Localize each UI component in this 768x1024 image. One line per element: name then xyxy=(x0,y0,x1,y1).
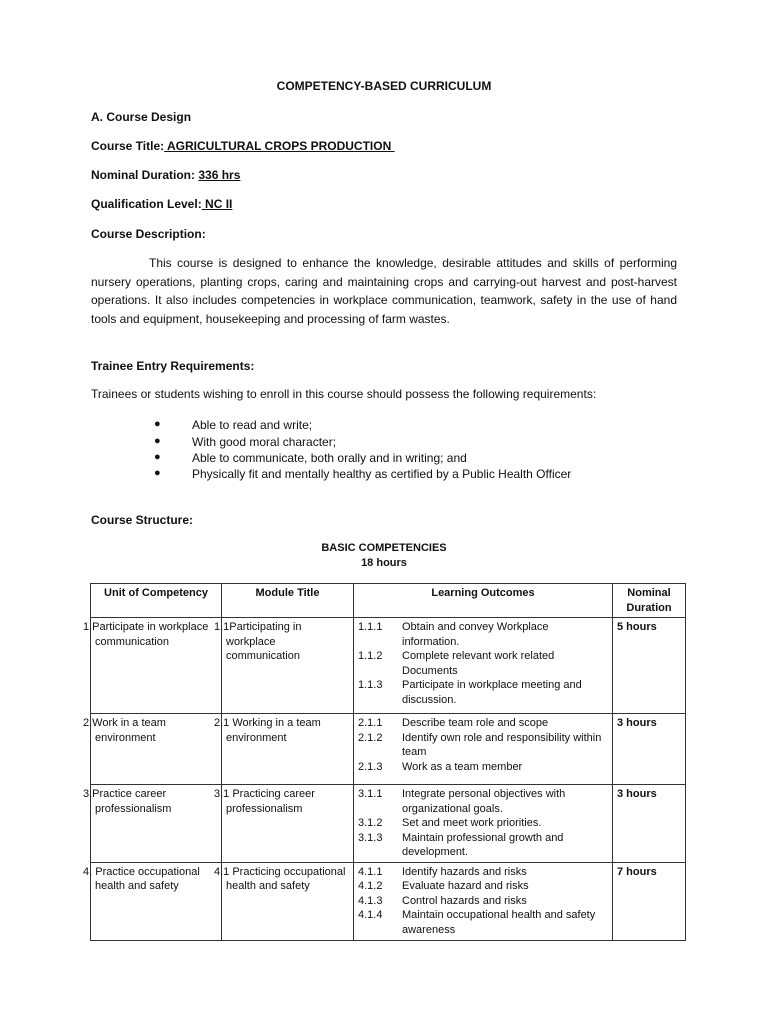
qualification-line xyxy=(91,197,232,211)
duration-cell: 7 hours xyxy=(613,862,686,940)
bullet-icon: ● xyxy=(154,467,161,479)
qualification-value: NC II xyxy=(201,197,233,211)
entry-requirements-label: Trainee Entry Requirements: xyxy=(91,359,255,373)
course-title-label: Course Title: xyxy=(91,139,165,153)
unit-cell: 4. Practice occupational health and safety xyxy=(91,862,222,940)
module-cell: 1.1Participating in workplace communication xyxy=(222,618,354,714)
outcome-item: 4.1.1 Identify hazards and risks xyxy=(358,865,527,878)
bullet-icon: ● xyxy=(154,418,161,430)
document-title: COMPETENCY-BASED CURRICULUM xyxy=(276,79,492,93)
course-structure-label: Course Structure: xyxy=(91,513,194,527)
unit-cell: 3.Practice career professionalism xyxy=(91,785,222,863)
module-cell: 3.1 Practicing career professionalism xyxy=(222,785,354,863)
duration-cell: 5 hours xyxy=(613,618,686,714)
outcome-item: 3.1.1 Integrate personal objectives with organizational goals. xyxy=(358,788,566,815)
nominal-duration-value: 336 hrs xyxy=(198,168,241,182)
basic-competencies-title: BASIC COMPETENCIES xyxy=(321,542,447,554)
list-item: ● Able to communicate, both orally and in writing; and xyxy=(154,451,467,465)
outcome-item: 1.1.2 Complete relevant work related Documents xyxy=(358,650,555,677)
course-description-text: This course is designed to enhance the knowledge, desirable attitudes and skills of performing nursery operations, planting crops, caring and maintaining crops and carrying-out harvest and post-harvest operations. It also includes competencies in workplace communication, teamwork, safety in the use of hand tools and equipment, housekeeping and processing of farm wastes. xyxy=(91,256,677,326)
outcome-item: 3.1.2 Set and meet work priorities. xyxy=(358,817,542,829)
module-cell: 4.1 Practicing occupational health and safety xyxy=(222,862,354,940)
header-module: Module Title xyxy=(222,584,354,618)
outcome-item: 1.1.3 Participate in workplace meeting and discussion. xyxy=(358,679,582,706)
outcome-item: 1.1.1 Obtain and convey Workplace information. xyxy=(358,621,549,648)
unit-cell: 2.Work in a team environment xyxy=(91,714,222,785)
qualification-label: Qualification Level: xyxy=(91,197,202,211)
outcomes-cell xyxy=(354,618,613,714)
outcomes-cell xyxy=(354,714,613,785)
basic-competencies-hours: 18 hours xyxy=(361,557,407,569)
bullet-icon: ● xyxy=(154,451,161,463)
bullet-icon: ● xyxy=(154,435,161,447)
course-title-line xyxy=(91,139,395,153)
duration-cell: 3 hours xyxy=(613,714,686,785)
list-item: ● With good moral character; xyxy=(154,435,337,449)
list-item: ● Physically fit and mentally healthy as certified by a Public Health Officer xyxy=(154,467,572,481)
unit-cell: 1.Participate in workplace communication xyxy=(91,618,222,714)
course-description-label: Course Description: xyxy=(91,227,206,241)
competency-table xyxy=(83,583,686,941)
course-title-value: AGRICULTURAL CROPS PRODUCTION xyxy=(164,139,395,153)
table-row xyxy=(91,785,686,863)
nominal-duration-label: Nominal Duration: xyxy=(91,168,195,182)
section-heading: A. Course Design xyxy=(91,110,192,124)
entry-requirements-intro: Trainees or students wishing to enroll in this course should possess the following requirements: xyxy=(91,387,597,401)
header-unit: Unit of Competency xyxy=(91,584,222,618)
duration-cell: 3 hours xyxy=(613,785,686,863)
outcomes-cell xyxy=(354,862,613,940)
table-header-row xyxy=(91,584,686,618)
outcome-item: 4.1.4 Maintain occupational health and safety awareness xyxy=(358,909,596,936)
nominal-duration-line xyxy=(91,168,240,182)
list-item: ● Able to read and write; xyxy=(154,418,313,432)
outcomes-cell xyxy=(354,785,613,863)
outcome-item: 4.1.2 Evaluate hazard and risks xyxy=(358,880,529,892)
header-duration: Nominal Duration xyxy=(613,584,686,618)
outcome-item: 4.1.3 Control hazards and risks xyxy=(358,894,527,907)
outcome-item: 3.1.3 Maintain professional growth and development. xyxy=(358,831,564,858)
table-row xyxy=(91,618,686,714)
outcome-item: 2.1.3 Work as a team member xyxy=(358,760,523,773)
outcome-item: 2.1.2 Identify own role and responsibility within team xyxy=(358,731,602,758)
table-row xyxy=(91,862,686,940)
table-row xyxy=(91,714,686,785)
module-cell: 2.1 Working in a team environment xyxy=(222,714,354,785)
outcome-item: 2.1.1 Describe team role and scope xyxy=(358,717,549,729)
header-outcomes: Learning Outcomes xyxy=(354,584,613,618)
